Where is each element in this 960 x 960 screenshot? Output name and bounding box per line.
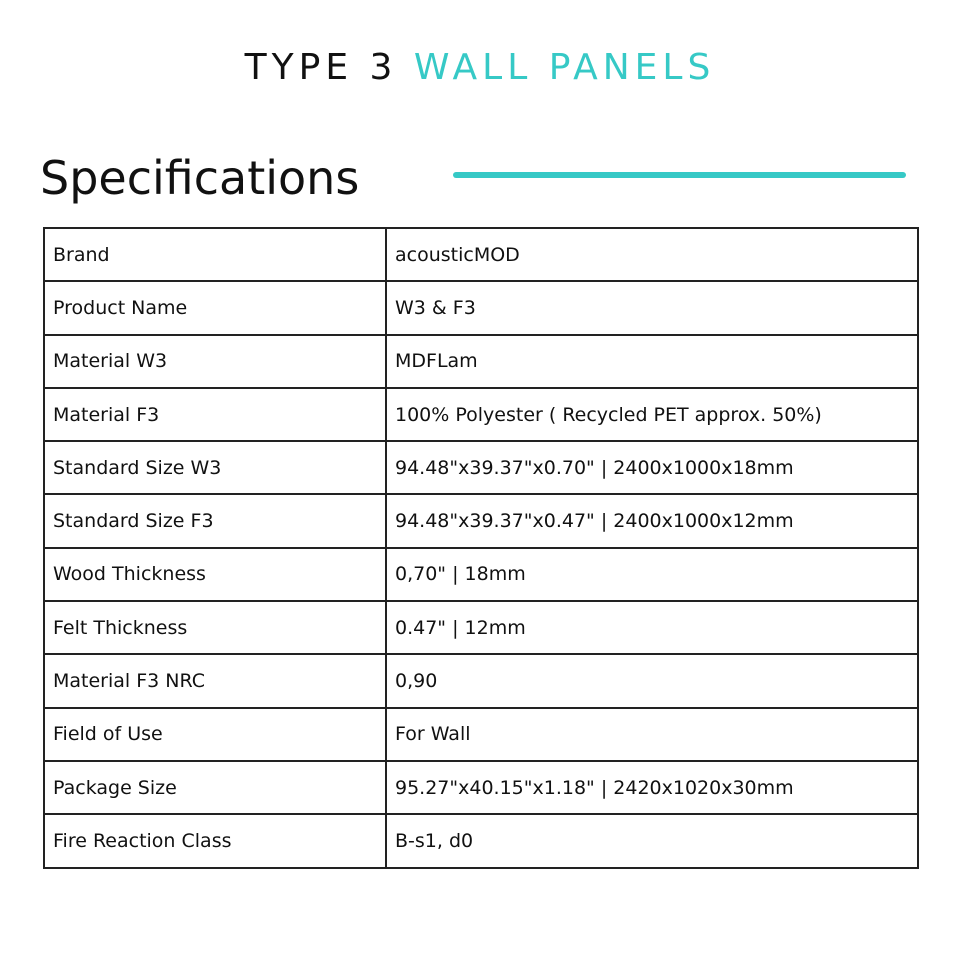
spec-label: Package Size (44, 761, 386, 814)
spec-value: For Wall (386, 708, 918, 761)
spec-label: Material W3 (44, 335, 386, 388)
table-row (44, 601, 918, 654)
spec-value: MDFLam (386, 335, 918, 388)
title-accent: WALL PANELS (413, 47, 716, 88)
spec-value: 94.48"x39.37"x0.70" | 2400x1000x18mm (386, 441, 918, 494)
spec-label: Product Name (44, 281, 386, 334)
table-row (44, 494, 918, 547)
spec-label: Field of Use (44, 708, 386, 761)
table-row (44, 548, 918, 601)
spec-value: B-s1, d0 (386, 814, 918, 867)
spec-label: Brand (44, 228, 386, 281)
table-row (44, 388, 918, 441)
title-main: TYPE 3 (244, 47, 398, 88)
heading-divider (453, 172, 906, 178)
spec-value: 94.48"x39.37"x0.47" | 2400x1000x12mm (386, 494, 918, 547)
spec-label: Wood Thickness (44, 548, 386, 601)
spec-value: 0,70" | 18mm (386, 548, 918, 601)
table-row (44, 335, 918, 388)
spec-label: Material F3 (44, 388, 386, 441)
table-row (44, 708, 918, 761)
spec-label: Standard Size W3 (44, 441, 386, 494)
spec-label: Material F3 NRC (44, 654, 386, 707)
spec-value: 100% Polyester ( Recycled PET approx. 50%) (386, 388, 918, 441)
spec-value: 0.47" | 12mm (386, 601, 918, 654)
table-row (44, 654, 918, 707)
specifications-table (43, 227, 919, 869)
spec-value: 95.27"x40.15"x1.18" | 2420x1020x30mm (386, 761, 918, 814)
spec-label: Standard Size F3 (44, 494, 386, 547)
spec-value: W3 & F3 (386, 281, 918, 334)
table-row (44, 281, 918, 334)
table-row (44, 441, 918, 494)
table-row (44, 761, 918, 814)
spec-label: Felt Thickness (44, 601, 386, 654)
spec-value: acousticMOD (386, 228, 918, 281)
page-title (0, 42, 960, 94)
table-row (44, 228, 918, 281)
table-row (44, 814, 918, 867)
spec-label: Fire Reaction Class (44, 814, 386, 867)
spec-value: 0,90 (386, 654, 918, 707)
specifications-heading: Specifications (40, 151, 360, 205)
